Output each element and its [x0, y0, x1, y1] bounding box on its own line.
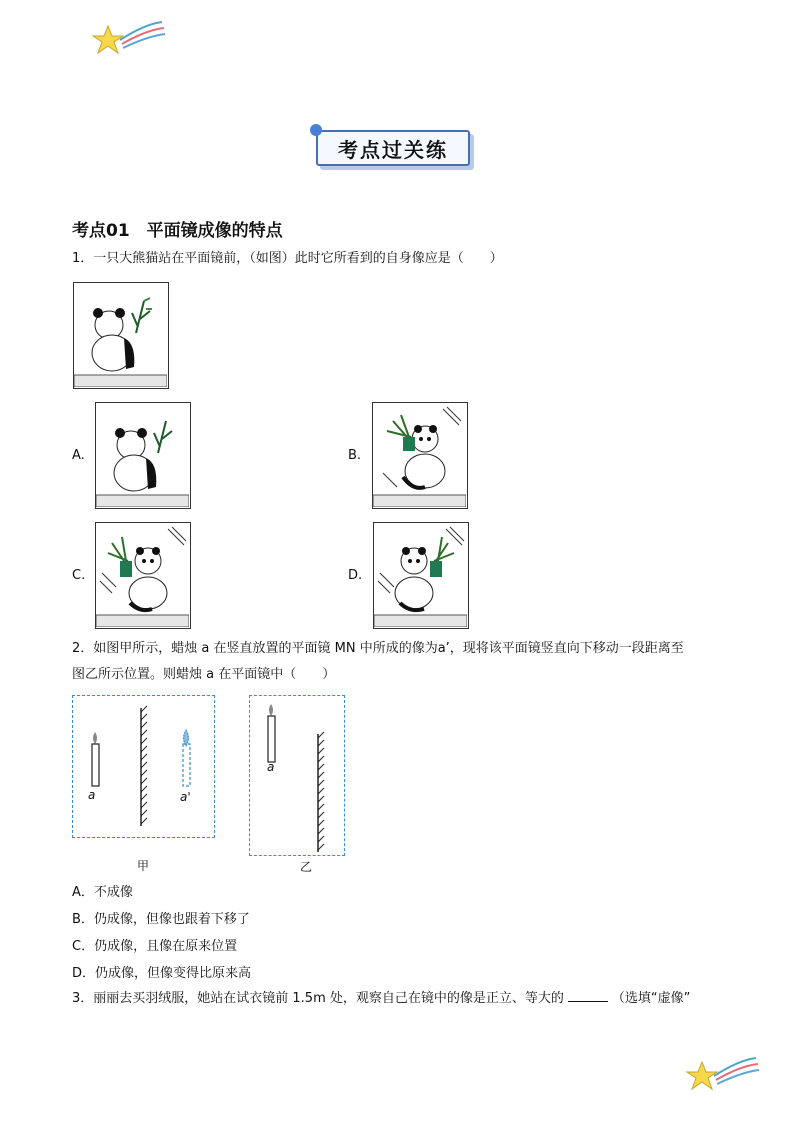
- q1-option-b-label[interactable]: B.: [348, 448, 362, 463]
- question-3-text-after: （选填“虚像”: [611, 991, 691, 1006]
- q2-option-c[interactable]: C．仍成像，且像在原来位置: [72, 939, 238, 954]
- candle-label-a: a: [88, 788, 96, 802]
- question-2-line2: 图乙所示位置。则蜡烛 a 在平面镜中（ ）: [72, 667, 336, 682]
- figure-jia-caption: 甲: [137, 859, 150, 873]
- q1-option-d-label[interactable]: D.: [348, 568, 363, 583]
- question-2-line1: 2．如图甲所示，蜡烛 a 在竖直放置的平面镜 MN 中所成的像为a’，现将该平面镜竖直向下移动一段距离至: [72, 641, 684, 656]
- page-title: 考点过关练: [316, 130, 470, 166]
- figure-jia: [72, 695, 215, 838]
- candle-label-a-yi: a: [267, 760, 275, 774]
- panda-figure-original: [73, 282, 169, 389]
- title-dot-icon: [310, 124, 322, 136]
- answer-blank[interactable]: [568, 1001, 608, 1002]
- q1-option-c-figure[interactable]: [95, 522, 191, 629]
- image-label-a-prime: a': [180, 790, 191, 804]
- title-banner: [314, 124, 474, 166]
- question-1-text: 1．一只大熊猫站在平面镜前，（如图）此时它所看到的自身像应是（ ）: [72, 251, 503, 266]
- q1-option-a-figure[interactable]: [95, 402, 191, 509]
- question-3-text-before: 3．丽丽去买羽绒服，她站在试衣镜前 1.5m 处，观察自己在镜中的像是正立、等大的: [72, 991, 564, 1006]
- q1-option-b-figure[interactable]: [372, 402, 468, 509]
- q1-option-c-label[interactable]: C.: [72, 568, 86, 583]
- q1-option-a-label[interactable]: A.: [72, 448, 85, 463]
- star-decoration-icon: [90, 18, 170, 58]
- q2-option-b[interactable]: B．仍成像，但像也跟着下移了: [72, 912, 250, 927]
- star-decoration-icon: [684, 1054, 764, 1094]
- figure-yi-caption: 乙: [300, 860, 313, 874]
- figure-yi: [249, 695, 345, 856]
- q2-option-d[interactable]: D．仍成像，但像变得比原来高: [72, 966, 252, 981]
- q2-option-a[interactable]: A．不成像: [72, 885, 133, 900]
- section-title: 考点01 平面镜成像的特点: [72, 221, 283, 241]
- question-3-text: [72, 990, 690, 1008]
- q1-option-d-figure[interactable]: [373, 522, 469, 629]
